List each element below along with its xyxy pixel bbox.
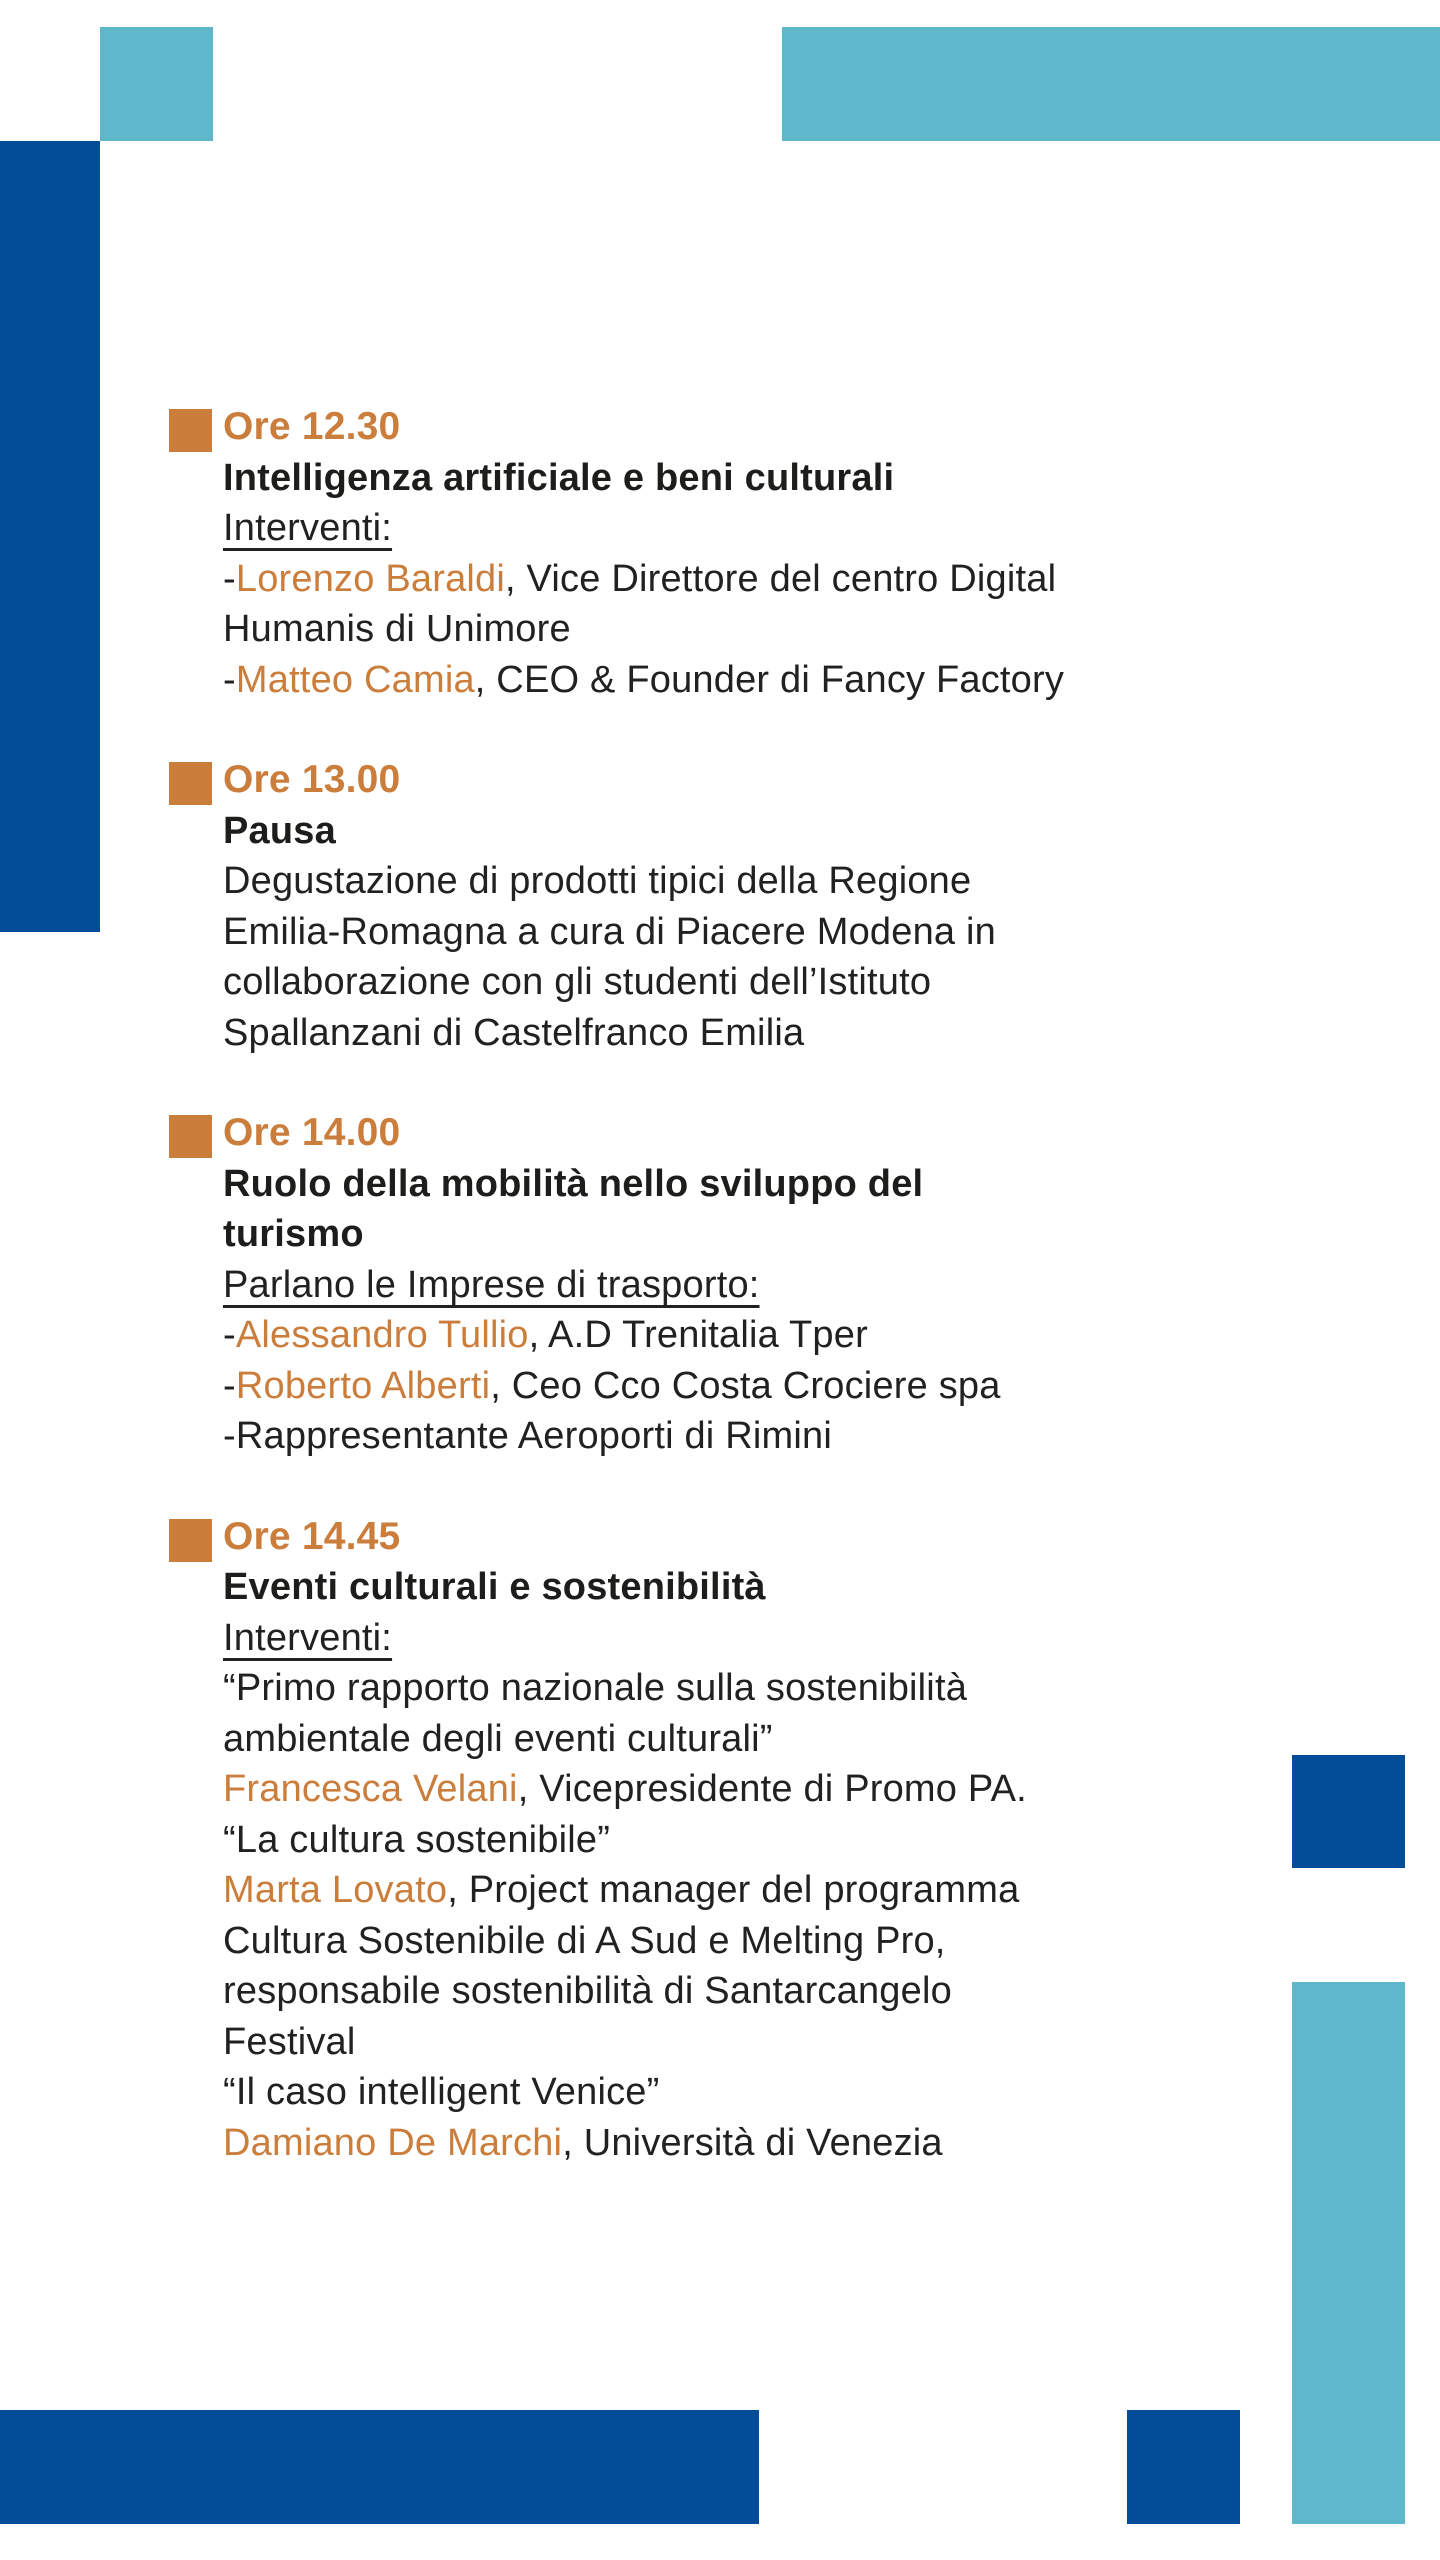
decor-left-blue-bar [0, 141, 100, 932]
text-run: - [223, 557, 236, 600]
session-line [223, 1361, 1313, 1412]
text-run: Cultura Sostenibile di A Sud e Melting Pro, [223, 1919, 946, 1962]
session-line [223, 806, 1313, 857]
speaker-name: Francesca Velani [223, 1768, 518, 1810]
session-line [223, 554, 1313, 605]
section-label: Interventi: [223, 507, 393, 549]
text-run: - [223, 1314, 236, 1356]
text-run: “Primo rapporto nazionale sulla sostenibilità [223, 1667, 968, 1709]
schedule-section [223, 755, 1313, 1058]
session-line [223, 1159, 1313, 1210]
session-line [223, 1310, 1313, 1361]
text-run: “Il caso intelligent Venice” [223, 2071, 660, 2113]
text-run: - [223, 1364, 236, 1407]
schedule-section [223, 402, 1313, 705]
session-title: turismo [223, 1213, 364, 1255]
session-title: Intelligenza artificiale e beni culturali [223, 456, 895, 499]
speaker-name: Lorenzo Baraldi [235, 557, 506, 600]
text-run: , Ceo Cco Costa Crociere spa [490, 1364, 1001, 1407]
session-line [223, 1966, 1313, 2017]
time-bullet-square-icon [169, 1519, 212, 1562]
session-time: Ore 14.00 [223, 1111, 401, 1154]
session-time-row [223, 402, 1313, 453]
session-line [223, 1411, 1313, 1462]
session-line [223, 655, 1313, 706]
decor-top-right-teal-rect [782, 27, 1440, 141]
session-line [223, 1209, 1313, 1260]
session-time-row [223, 755, 1313, 806]
text-run: “La cultura sostenibile” [223, 1818, 611, 1861]
schedule-section [223, 1512, 1313, 2169]
text-run: , A.D Trenitalia Tper [528, 1314, 868, 1356]
text-run: Degustazione di prodotti tipici della Regione [223, 860, 972, 902]
session-line [223, 1865, 1313, 1916]
section-label: Parlano le Imprese di trasporto: [223, 1263, 760, 1306]
text-run: ambientale degli eventi culturali” [223, 1717, 773, 1760]
session-line [223, 1613, 1313, 1664]
text-run: responsabile sostenibilità di Santarcangelo [223, 1970, 952, 2012]
text-run: , Università di Venezia [562, 2121, 943, 2164]
session-line [223, 1714, 1313, 1765]
time-bullet-square-icon [169, 762, 212, 805]
text-run: Festival [223, 2020, 356, 2063]
time-bullet-square-icon [169, 1115, 212, 1158]
speaker-name: Marta Lovato [223, 1869, 448, 1911]
session-line [223, 2118, 1313, 2169]
session-time-row [223, 1512, 1313, 1563]
session-time: Ore 13.00 [223, 758, 401, 801]
text-run: collaborazione con gli studenti dell’Istituto [223, 961, 932, 1003]
text-run: Spallanzani di Castelfranco Emilia [223, 1011, 805, 1054]
session-title: Eventi culturali e sostenibilità [223, 1566, 766, 1608]
session-line [223, 503, 1313, 554]
schedule-section [223, 1108, 1313, 1462]
text-run: Emilia-Romagna a cura di Piacere Modena in [223, 910, 997, 953]
speaker-name: Alessandro Tullio [235, 1314, 529, 1356]
session-line [223, 856, 1313, 907]
session-line [223, 604, 1313, 655]
session-line [223, 957, 1313, 1008]
text-run: Humanis di Unimore [223, 608, 571, 650]
session-line [223, 907, 1313, 958]
session-line [223, 1916, 1313, 1967]
decor-bottom-left-blue-rect [0, 2410, 759, 2524]
session-title: Pausa [223, 809, 336, 852]
session-time-row [223, 1108, 1313, 1159]
session-line [223, 1815, 1313, 1866]
speaker-name: Matteo Camia [235, 658, 475, 701]
speaker-name: Damiano De Marchi [223, 2121, 563, 2164]
session-line [223, 453, 1313, 504]
session-line [223, 1562, 1313, 1613]
session-line [223, 2017, 1313, 2068]
text-run: , Vicepresidente di Promo PA. [517, 1768, 1027, 1810]
session-line [223, 1008, 1313, 1059]
text-run: , Vice Direttore del centro Digital [505, 557, 1057, 600]
program-schedule [223, 402, 1313, 2218]
text-run: , CEO & Founder di Fancy Factory [474, 658, 1065, 701]
text-run: - [223, 658, 236, 701]
decor-bottom-middle-blue-square [1127, 2410, 1240, 2524]
session-line [223, 1260, 1313, 1311]
speaker-name: Roberto Alberti [235, 1364, 491, 1407]
decor-top-left-teal-square [100, 27, 213, 141]
session-line [223, 2067, 1313, 2118]
session-time: Ore 14.45 [223, 1514, 401, 1558]
text-run: -Rappresentante Aeroporti di Rimini [223, 1415, 832, 1457]
section-label: Interventi: [223, 1616, 393, 1659]
text-run: , Project manager del programma [447, 1869, 1020, 1911]
session-time: Ore 12.30 [223, 405, 401, 448]
session-line [223, 1764, 1313, 1815]
time-bullet-square-icon [169, 409, 212, 452]
session-line [223, 1663, 1313, 1714]
session-title: Ruolo della mobilità nello sviluppo del [223, 1162, 924, 1205]
